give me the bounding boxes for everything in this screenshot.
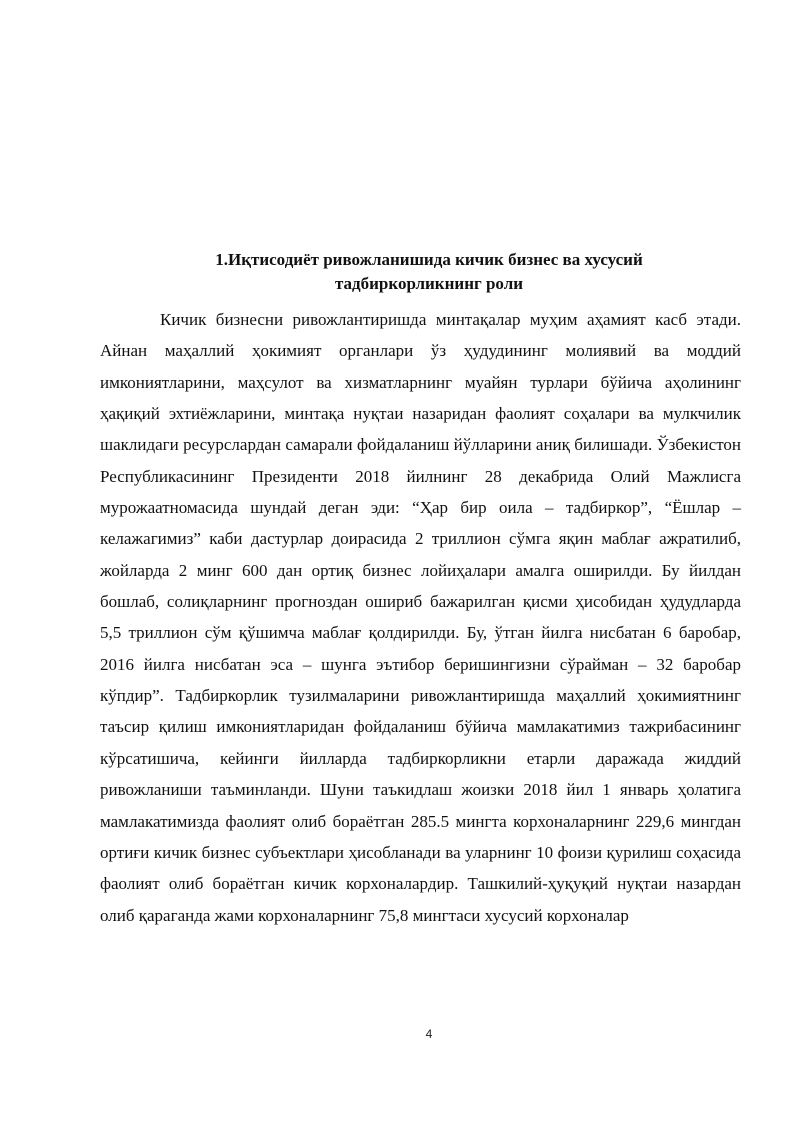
- heading-line-2: тадбиркорликнинг роли: [334, 274, 524, 293]
- heading-line-1: 1.Иқтисодиёт ривожланишида кичик бизнес ва хусусий: [215, 250, 643, 269]
- section-heading: [100, 248, 758, 296]
- body-paragraph: Кичик бизнесни ривожлантиришда минтақалар муҳим аҳамият касб этади. Айнан маҳаллий ҳокимият органлари ўз ҳудудининг молиявий ва моддий имкониятларини, маҳсулот ва хизматларнинг муайян турлари бўйича аҳолининг ҳақиқий эхтиёжларини, минтақа нуқтаи назаридан фаолият соҳалари ва мулкчилик шаклидаги ресурслардан самарали фойдаланиш йўлларини аниқ билишади. Ўзбекистон Республикасининг Президенти 2018 йилнинг 28 декабрида Олий Мажлисга мурожаатномасида шундай деган эди: “Ҳар бир оила – тадбиркор”, “Ёшлар – келажагимиз” каби дастурлар доирасида 2 триллион сўмга яқин маблағ ажратилиб, жойларда 2 минг 600 дан ортиқ бизнес лойиҳалари амалга оширилди. Бу йилдан бошлаб, солиқларнинг прогноздан ошириб бажарилган қисми ҳисобидан ҳудудларда 5,5 триллион сўм қўшимча маблағ қолдирилди. Бу, ўтган йилга нисбатан 6 баробар, 2016 йилга нисбатан эса – шунга эътибор беришингизни сўрайман – 32 баробар кўпдир”. Тадбиркорлик тузилмаларини ривожлантиришда маҳаллий ҳокимиятнинг таъсир қилиш имкониятларидан фойдаланиш бўйича мамлакатимиз тажрибасининг кўрсатишича, кейинги йилларда тадбиркорликни етарли даражада жиддий ривожланиши таъминланди. Шуни таъкидлаш жоизки 2018 йил 1 январь ҳолатига мамлакатимизда фаолият олиб бораётган 285.5 мингта корхоналарнинг 229,6 мингдан ортиғи кичик бизнес субъектлари ҳисобланади ва уларнинг 10 фоизи қурилиш соҳасида фаолият олиб бораётган кичик корхоналардир. Ташкилий-ҳуқуқий нуқтаи назардан олиб қараганда жами корхоналарнинг 75,8 мингтаси хусусий корхоналар: [100, 310, 741, 925]
- page-number: 4: [425, 1027, 433, 1041]
